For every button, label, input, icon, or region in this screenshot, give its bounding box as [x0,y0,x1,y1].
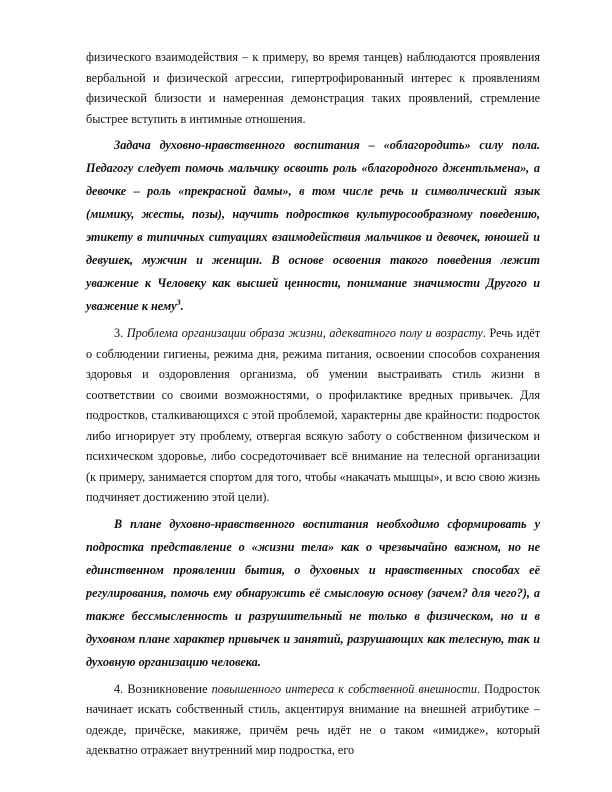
paragraph-text: физического взаимодействия – к примеру, во время танцев) наблюдаются проявления вербальной и физической агрессии, гипертрофированный интерес к проявлениям физической близости и намеренная демонстрация таких проявлений, стремление быстрее вступить в интимные отношения. [86,50,540,126]
paragraph-problem-3 [86,323,540,508]
paragraph-education-task-body [86,513,540,674]
paragraph-end: . [180,299,184,313]
footnote-marker: 3 [176,297,181,307]
problem-title: Проблема организации образа жизни, адекватного полу и возрасту [126,326,483,340]
paragraph-continuation [86,47,540,129]
list-number: 4. Возникновение [114,681,212,696]
list-number: 3. [114,326,127,340]
paragraph-education-task-gender [86,134,540,318]
paragraph-text: В плане духовно-нравственного воспитания необходимо сформировать у подростка представление о «жизни тела» как о чрезвычайно важном, но не единственном проявлении бытия, о духовных и нравственных способах её регулирования, помочь ему обнаружить её смысловую основу (зачем? для чего?), а также бессмысленность и разрушительный не только в физическом, но и в духовном плане характер привычек и занятий, разрушающих как телесную, так и духовную организацию человека. [86,516,540,669]
problem-title: повышенного интереса к собственной внешности [211,681,477,696]
paragraph-text: . Речь идёт о соблюдении гигиены, режима дня, режима питания, освоении способов сохранения здоровья и оздоровления организма, об умении выстраивать стиль жизни в соответствии со своими возможностями, о профилактике вредных привычек. Для подростков, сталкивающихся с этой проблемой, характерны две крайности: подросток либо игнорирует эту проблему, отвергая всякую заботу о собственном физическом и психическом здоровье, либо сосредоточивает всё внимание на телесной организации (к примеру, занимается спортом для того, чтобы «накачать мышцы», и всю свою жизнь подчиняет достижению этой цели). [86,326,541,504]
paragraph-text: . Подросток начинает искать собственный стиль, акцентируя внимание на внешней атрибутике – одежде, причёске, макияже, причём речь идёт не о таком «имидже», который адекватно отражает внутренний мир подростка, его [86,681,541,757]
paragraph-problem-4 [86,679,540,761]
document-body [86,47,540,766]
paragraph-text: Задача духовно-нравственного воспитания – «облагородить» силу пола. Педагогу следует помочь мальчику освоить роль «благородного джентльмена», а девочке – роль «прекрасной дамы», в том числе речь и символический язык (мимику, жесты, позы), научить подростков культуросообразному поведению, этикету в типичных ситуациях взаимодействия мальчиков и девочек, юношей и девушек, мужчин и женщин. В основе освоения такого поведения лежит уважение к Человеку как высшей ценности, понимание значимости Другого и уважение к нему [86,138,540,313]
